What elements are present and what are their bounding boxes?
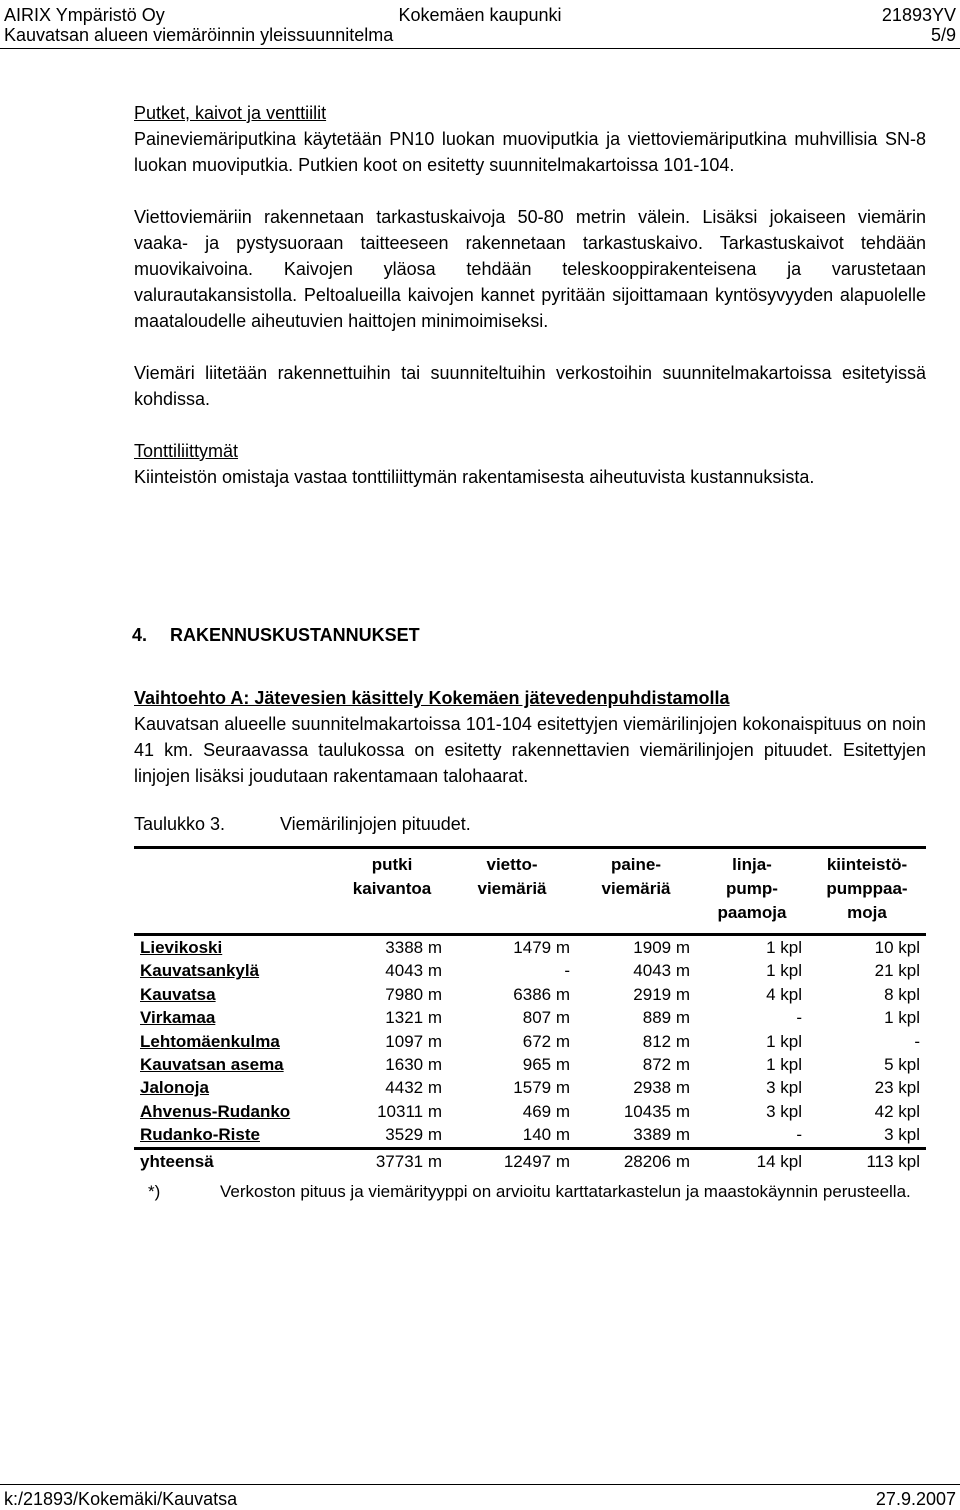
table-cell: 965 m [522,1055,570,1075]
section-alternative-a [134,685,926,789]
table-cell: 10 kpl [874,938,920,957]
table-cell: 1 kpl [766,961,802,981]
row-name: Jalonoja [140,1078,209,1098]
row-name: Virkamaa [140,1008,216,1028]
document-title: Kauvatsan alueen viemäröinnin yleissuunnitelma [4,25,394,45]
table-caption [134,814,471,835]
column-header: linja- pump- paamoja [717,855,787,922]
row-name: Kauvatsankylä [140,961,260,981]
table-cell: 5 kpl [884,1055,920,1075]
table-cell: 889 m [642,1008,690,1028]
table-cell: 1 kpl [766,1055,802,1075]
table-cell: 3388 m [385,938,442,957]
section-heading: Tonttiliittymät [134,441,239,461]
table-cell: 4043 m [633,961,690,981]
table-cell: 1909 m [633,938,690,957]
section-pipes [134,100,926,490]
table-cell: 28206 m [623,1151,690,1171]
table-cell: - [796,1008,802,1028]
alternative-heading: Vaihtoehto A: Jätevesien käsittely Kokemäen jätevedenpuhdistamolla [134,688,730,708]
row-name: Lievikoski [140,938,223,957]
table-cell: 3 kpl [766,1078,802,1098]
table-cell: - [564,961,570,981]
table-cell: 1321 m [385,1008,442,1028]
client-name: Kokemäen kaupunki [398,5,562,25]
table-row [134,1006,926,1029]
chapter-title: RAKENNUSKUSTANNUKSET [170,625,420,645]
footer-rule [0,1484,960,1485]
footnote-mark: *) [148,1182,161,1201]
row-name: Lehtomäenkulma [140,1031,280,1051]
document-date: 27.9.2007 [875,1489,956,1509]
chapter-number: 4. [132,625,148,645]
table-cell: 812 m [642,1031,690,1051]
table-cell: 1 kpl [766,1031,802,1051]
table-cell: 469 m [522,1101,570,1121]
paragraph: Viettoviemäriin rakennetaan tarkastuskaivoja 50-80 metrin välein. Lisäksi jokaiseen viemärin vaaka- ja pystysuoraan taitteeseen rakennetaan tarkastuskaivo. Tarkastuskaivot tehdään muovikaivoina. Kaivojen yläosa tehdään teleskooppirakenteisena ja varustetaan valurautakansistolla. Peltoalueilla kaivojen kannet pyritään sijoittamaan kyntösyvyyden alapuolelle maataloudelle aiheutuvien haittojen minimoimiseksi. [134,207,926,331]
table-row [134,1100,926,1123]
table-cell: 2938 m [633,1078,690,1098]
paragraph: Paineviemäriputkina käytetään PN10 luokan muoviputkia ja viettoviemäriputkina muhvillisia SN-8 luokan muoviputkia. Putkien koot on esitetty suunnitelmakartoissa 101-104. [134,129,926,175]
table-cell: 6386 m [513,984,570,1004]
table-caption-text: Viemärilinjojen pituudet. [280,814,471,834]
table-cell: 42 kpl [874,1101,920,1121]
table-cell: 672 m [522,1031,570,1051]
table-cell: 7980 m [385,984,442,1004]
table-row [134,959,926,982]
table-row [134,1053,926,1076]
table-cell: 2919 m [633,984,690,1004]
table-cell: 4 kpl [766,984,802,1004]
table-cell: 1 kpl [766,938,802,957]
file-path: k:/21893/Kokemäki/Kauvatsa [4,1489,238,1509]
chapter-heading [132,625,420,646]
table-total-row [134,1148,926,1173]
table-cell: 807 m [522,1008,570,1028]
table-cell: 21 kpl [874,961,920,981]
table-caption-label: Taulukko 3. [134,814,226,834]
table-row [134,983,926,1006]
table-cell: - [914,1031,920,1051]
table-cell: 14 kpl [756,1151,802,1171]
column-header-empty [134,848,336,935]
row-name: Rudanko-Riste [140,1125,260,1145]
column-header: putki kaivantoa [352,855,432,898]
table-cell: 4043 m [385,961,442,981]
table-row [134,935,926,960]
footnote-text: Verkoston pituus ja viemärityyppi on arvioitu karttatarkastelun ja maastokäynnin perusteella. [220,1182,911,1201]
table-cell: 8 kpl [884,984,920,1004]
table-header-row [134,848,926,935]
project-code: 21893YV [881,5,956,25]
paragraph: Kauvatsan alueelle suunnitelmakartoissa 101-104 esitettyjen viemärilinjojen kokonaispituus on noin 41 km. Seuraavassa taulukossa on esitetty rakennettavien viemärilinjojen pituudet. Esitettyjen linjojen lisäksi joudutaan rakentamaan talohaarat. [134,714,926,786]
table-cell: 37731 m [375,1151,442,1171]
column-header: kiinteistö- pumppaa- moja [826,855,908,922]
table-cell: 3389 m [633,1125,690,1145]
header-rule [0,48,960,49]
table-cell: 10435 m [623,1101,690,1121]
table-cell: 10311 m [377,1101,442,1121]
section-heading: Putket, kaivot ja venttiilit [134,103,327,123]
pipeline-length-table [134,846,926,1173]
paragraph: Viemäri liitetään rakennettuihin tai suunniteltuihin verkostoihin suunnitelmakartoissa esitetyissä kohdissa. [134,363,926,409]
page-number: 5/9 [930,25,956,45]
table-cell: 1479 m [513,938,570,957]
table-cell: 1097 m [385,1031,442,1051]
table-row [134,1123,926,1148]
column-header: paine- viemäriä [601,855,671,898]
table-cell: 872 m [642,1055,690,1075]
table-cell: 1579 m [513,1078,570,1098]
row-name: Kauvatsan asema [140,1055,284,1075]
table-cell: 3529 m [385,1125,442,1145]
table-cell: 12497 m [503,1151,570,1171]
table-cell: 140 m [522,1125,570,1145]
company-name: AIRIX Ympäristö Oy [4,5,165,25]
paragraph: Kiinteistön omistaja vastaa tonttiliittymän rakentamisesta aiheutuvista kustannuksista. [134,467,815,487]
table-cell: - [796,1125,802,1145]
table-row [134,1030,926,1053]
table-cell: 1630 m [385,1055,442,1075]
column-header: vietto- viemäriä [477,855,547,898]
table-cell: 3 kpl [884,1125,920,1145]
table-row [134,1076,926,1099]
table-cell: 4432 m [385,1078,442,1098]
table-cell: 1 kpl [884,1008,920,1028]
table-cell: 113 kpl [866,1151,920,1171]
table-cell: 23 kpl [874,1078,920,1098]
row-name: Kauvatsa [140,984,216,1004]
row-name: Ahvenus-Rudanko [140,1101,291,1121]
table-cell: 3 kpl [766,1101,802,1121]
row-name: yhteensä [140,1151,214,1171]
